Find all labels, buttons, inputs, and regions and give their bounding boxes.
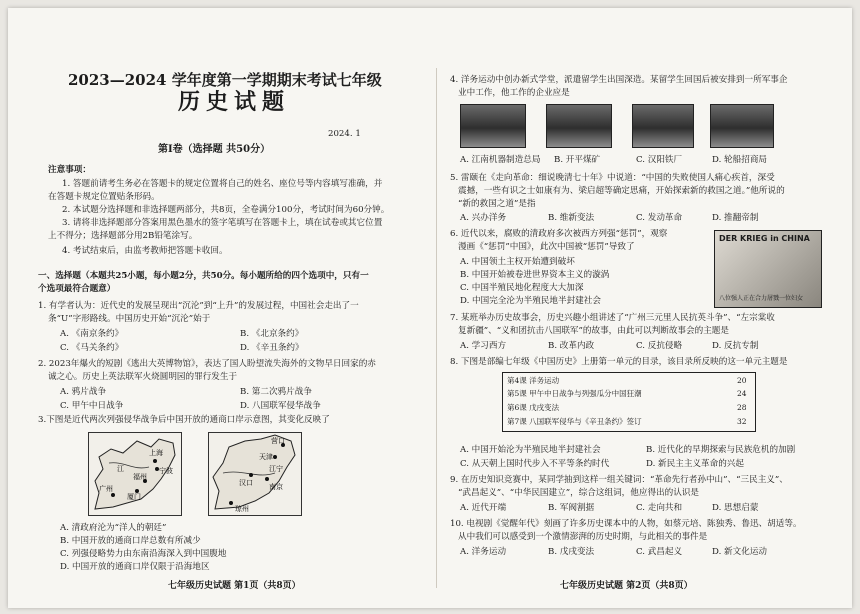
question-10-stem: 10. 电视剧《觉醒年代》刻画了许多历史课本中的人物，如蔡元培、陈独秀、鲁迅、胡适等。 — [450, 519, 802, 529]
question-6-stem: 6. 近代以来，腐败的清政府多次被西方列强“惩罚”，观察 — [450, 229, 668, 239]
q10-option-c: C. 武昌起义 — [636, 547, 683, 557]
q6-option-d: D. 中国完全沦为半殖民地半封建社会 — [460, 296, 601, 306]
port-label: 广州 — [99, 485, 113, 493]
photo-hanyang-iron-works — [632, 104, 694, 148]
port-label: 汉口 — [239, 479, 253, 487]
q7-option-a: A. 学习西方 — [460, 341, 507, 351]
page-2 — [450, 8, 825, 608]
port-label: 琼州 — [235, 505, 249, 513]
photo-china-merchants-steam — [710, 104, 774, 148]
q2-option-a: A. 鸦片战争 — [60, 387, 107, 397]
question-6-stem: 漫画《“惩罚”中国》，此次中国被“惩罚”导致了 — [458, 242, 635, 252]
page-1 — [38, 8, 418, 608]
q8-option-a: A. 中国开始沦为半殖民地半封建社会 — [460, 445, 601, 455]
notice-heading: 注意事项： — [48, 165, 91, 175]
q8-option-d: D. 新民主主义革命的兴起 — [646, 459, 744, 469]
notice-line: 1. 答题前请考生务必在答题卡的规定位置将自己的姓名、座位号等内容填写准确，并 — [62, 179, 383, 189]
notice-line: 3. 请将非选择题部分答案用黑色墨水的签字笔填写在答题卡上，填在试卷或其它位置 — [62, 218, 383, 228]
question-7-stem: 复新疆”、“义和团抗击八国联军”的故事，由此可以判断故事会的主题是 — [458, 326, 729, 336]
subject-title: 历史试题 — [178, 89, 291, 115]
port-label: 福州 — [133, 473, 147, 481]
port-label: 营口 — [271, 437, 285, 445]
toc-entry: 第4课 洋务运动 — [507, 376, 560, 385]
q2-option-b: B. 第二次鸦片战争 — [240, 387, 312, 397]
q2-option-c: C. 甲午中日战争 — [60, 401, 124, 411]
q9-option-a: A. 近代开端 — [460, 503, 507, 513]
q10-option-b: B. 戊戌变法 — [548, 547, 595, 557]
q9-option-b: B. 军阀割据 — [548, 503, 595, 513]
q2-option-d: D. 八国联军侵华战争 — [240, 401, 321, 411]
toc-page: 32 — [737, 417, 747, 426]
q5-option-a: A. 兴办洋务 — [460, 213, 507, 223]
question-1-stem: 1. 有学者认为：近代史的发展呈现出“沉沦”到“上升”的发展过程，中国社会走出了一 — [38, 301, 359, 311]
toc-entry: 第7课 八国联军侵华与《辛丑条约》签订 — [507, 417, 642, 426]
exam-title: 2023—2024 学年度第一学期期末考试七年级 — [68, 71, 382, 89]
port-label: 南京 — [269, 483, 283, 491]
question-2-stem: 诚之心。历史上英法联军火烧圆明园的罪行发生于 — [48, 372, 238, 382]
toc-page: 20 — [737, 376, 747, 385]
q3-option-a: A. 清政府沦为“洋人的朝廷” — [60, 523, 167, 533]
treaty-ports-map-1 — [88, 432, 182, 516]
notice-line: 4. 考试结束后，由监考教师把答题卡收回。 — [62, 246, 228, 256]
q1-option-d: D. 《辛丑条约》 — [240, 343, 304, 353]
mc-heading: 一、选择题（本题共25小题，每小题2分，共50分。每小题所给的四个选项中，只有一 — [38, 271, 369, 281]
q4-option-c: C. 汉阳铁厂 — [636, 155, 683, 165]
question-8-stem: 8. 下图是部编七年级《中国历史》上册第一单元的目录，该目录所反映的这一单元主题是 — [450, 357, 788, 367]
punishing-china-cartoon — [714, 230, 822, 308]
question-5-stem: 5. 雷颐在《走向革命：细说晚清七十年》中说道：“中国的失败使国人痛心疾首，深受 — [450, 173, 775, 183]
page-footer: 七年级历史试题 第1页（共8页） — [168, 581, 301, 591]
port-label: 江宁 — [269, 465, 283, 473]
q6-option-c: C. 中国半殖民地化程度大大加深 — [460, 283, 584, 293]
q7-option-b: B. 改革内政 — [548, 341, 595, 351]
q5-option-b: B. 维新变法 — [548, 213, 595, 223]
question-2-stem: 2. 2023年爆火的短剧《逃出大英博物馆》，表达了国人盼望流失海外的文物早日回家的赤 — [38, 359, 376, 369]
q8-option-c: C. 从天朝上国时代步入不平等条约时代 — [460, 459, 610, 469]
q10-option-a: A. 洋务运动 — [460, 547, 507, 557]
q1-option-b: B. 《北京条约》 — [240, 329, 304, 339]
toc-entry: 第6课 戊戌变法 — [507, 403, 560, 412]
exam-date: 2024. 1 — [328, 129, 361, 139]
question-10-stem: 从中我们可以感受到一个激情澎湃的历史时期，与此相关的事件是 — [458, 532, 708, 542]
question-5-stem: “新的救国之道”是指 — [458, 199, 536, 209]
question-4-stem: 4. 洋务运动中创办新式学堂，派遣留学生出国深造。某留学生回国后被安排到一所军事企 — [450, 75, 788, 85]
q7-option-d: D. 反抗专制 — [712, 341, 759, 351]
port-label: 上海 — [149, 449, 163, 457]
page-footer: 七年级历史试题 第2页（共8页） — [560, 581, 693, 591]
q8-option-b: B. 近代化的早期探索与民族危机的加剧 — [646, 445, 796, 455]
mc-heading-cont: 个选项最符合题意） — [38, 284, 116, 294]
toc-page: 24 — [737, 389, 747, 398]
river-label: 江 — [117, 465, 124, 473]
q5-option-c: C. 发动革命 — [636, 213, 683, 223]
cartoon-title: DER KRIEG in CHINA — [719, 234, 810, 243]
q5-option-d: D. 推翻帝制 — [712, 213, 759, 223]
toc-entry: 第5课 甲午中日战争与列强瓜分中国狂潮 — [507, 389, 642, 398]
port-label: 厦门 — [127, 493, 141, 501]
notice-line: 上不得分；选择题部分用2B铅笔涂写。 — [48, 231, 198, 241]
notice-line: 在答题卡规定位置贴条形码。 — [48, 192, 160, 202]
section-1-heading: 第Ⅰ卷（选择题 共50分） — [158, 144, 271, 155]
question-9-stem: “武昌起义”、“中华民国建立”，综合这组词，他应得出的认识是 — [458, 488, 700, 498]
port-label: 天津 — [259, 453, 273, 461]
question-5-stem: 震撼，一些有识之士如康有为、梁启超等确定思痛，开始探索新的救国之道。”他所说的 — [458, 186, 785, 196]
q9-option-d: D. 思想启蒙 — [712, 503, 759, 513]
question-7-stem: 7. 某班举办历史故事会，历史兴趣小组讲述了“广州三元里人民抗英斗争”、“左宗棠收 — [450, 313, 775, 323]
notice-line: 2. 本试题分选择题和非选择题两部分，共8页，全卷满分100分，考试时间为60分钟。 — [62, 205, 390, 215]
exam-sheet — [8, 8, 852, 608]
question-1-stem: 条“U”字形路线。中国历史开始“沉沦”始于 — [48, 314, 211, 324]
q3-option-b: B. 中国开放的通商口岸总数有所减少 — [60, 536, 201, 546]
q4-option-b: B. 开平煤矿 — [554, 155, 601, 165]
q1-option-c: C. 《马关条约》 — [60, 343, 124, 353]
page-divider — [436, 68, 437, 588]
question-3-stem: 3.下图是近代两次列强侵华战争后中国开放的通商口岸示意图，其变化反映了 — [38, 415, 330, 425]
q3-option-c: C. 列强侵略势力由东南沿海深入到中国腹地 — [60, 549, 227, 559]
port-label: 宁波 — [159, 467, 173, 475]
q9-option-c: C. 走向共和 — [636, 503, 683, 513]
q3-option-d: D. 中国开放的通商口岸仅限于沿海地区 — [60, 562, 210, 572]
q10-option-d: D. 新文化运动 — [712, 547, 768, 557]
q6-option-b: B. 中国开始被卷进世界资本主义的漩涡 — [460, 270, 610, 280]
toc-page: 28 — [737, 403, 747, 412]
treaty-ports-map-2 — [208, 432, 302, 516]
q4-option-d: D. 轮船招商局 — [712, 155, 768, 165]
question-4-stem: 业中工作，他工作的企业应是 — [458, 88, 570, 98]
textbook-toc — [502, 372, 756, 432]
q4-option-a: A. 江南机器制造总局 — [460, 155, 541, 165]
photo-jiangnan-arsenal — [460, 104, 526, 148]
photo-kaiping-mine — [546, 104, 612, 148]
question-9-stem: 9. 在历史知识竞赛中，某同学抽到这样一组关键词：“革命先行者孙中山”、“三民主义”、 — [450, 475, 788, 485]
q6-option-a: A. 中国领土主权开始遭到破坏 — [460, 257, 575, 267]
q1-option-a: A. 《南京条约》 — [60, 329, 124, 339]
cartoon-caption: 八位强人正在合力屠戮一位妇女 — [719, 295, 804, 302]
q7-option-c: C. 反抗侵略 — [636, 341, 683, 351]
